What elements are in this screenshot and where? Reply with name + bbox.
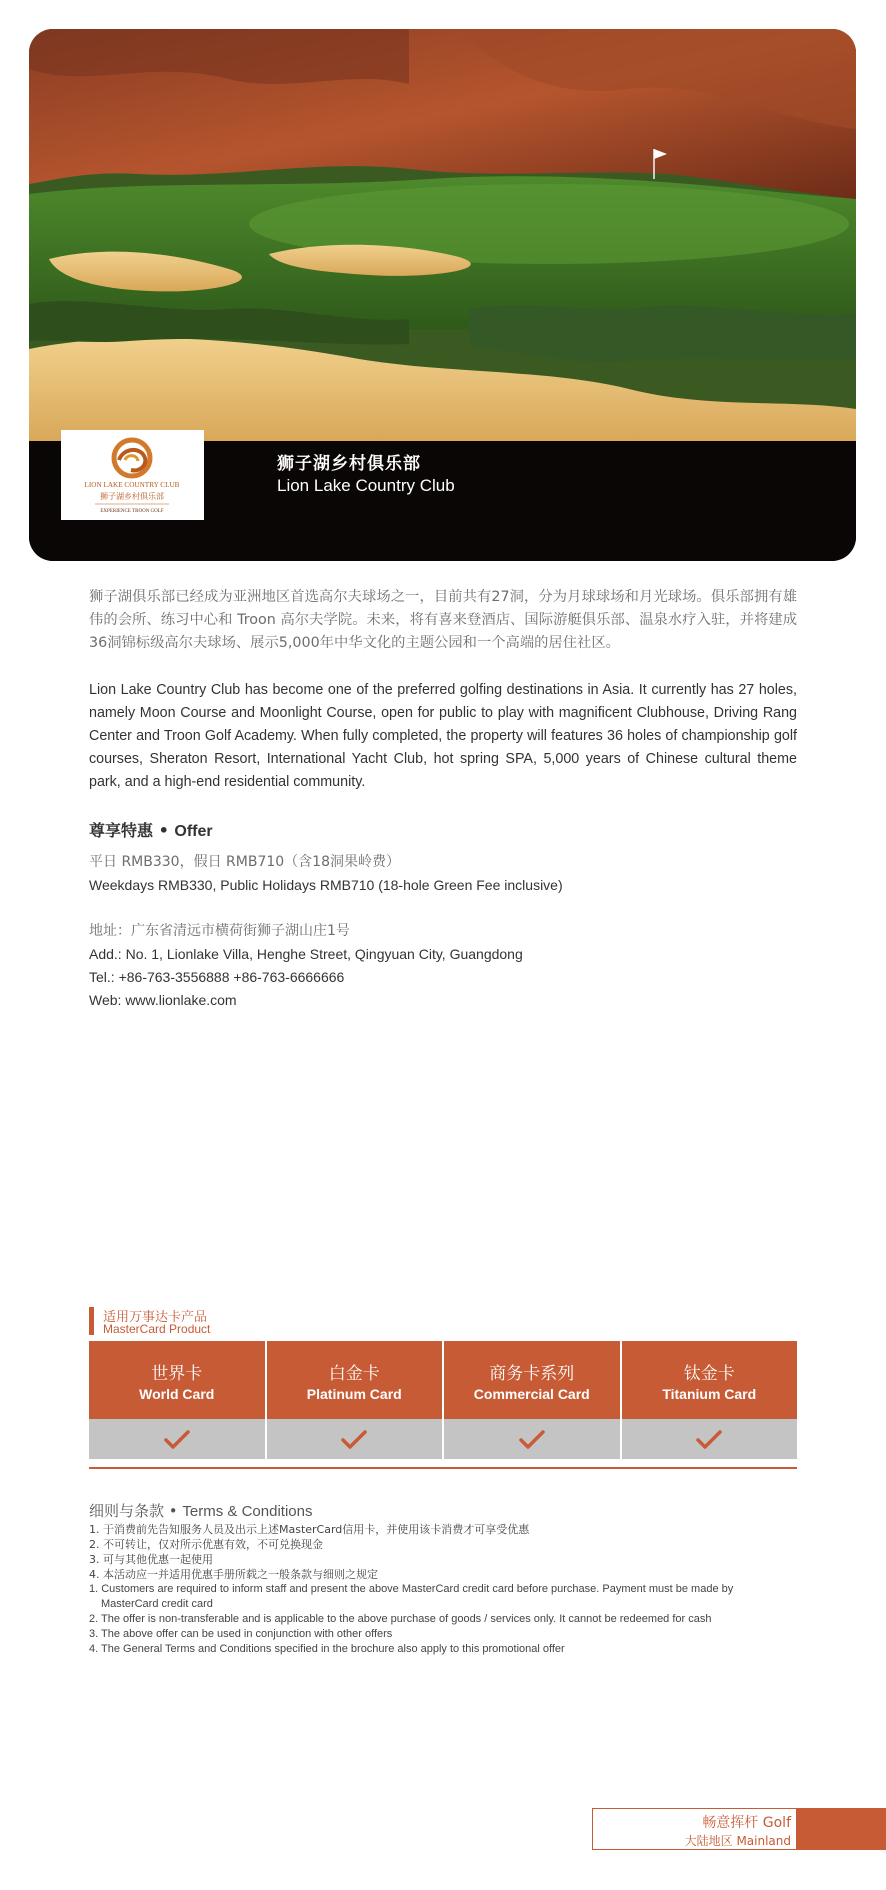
offer-heading xyxy=(89,818,213,841)
terms-list-cn xyxy=(89,1522,769,1582)
terms-item: 2. 不可转让，仅对所示优惠有效，不可兑换现金 xyxy=(89,1538,323,1551)
section-tab-region: 大陆地区 Mainland xyxy=(684,1834,791,1848)
terms-item: 4. 本活动应一并适用优惠手册所载之一般条款与细则之规定 xyxy=(89,1568,378,1581)
terms-item: 1. 于消费前先告知服务人员及出示上述MasterCard信用卡，并使用该卡消费才可享受优惠 xyxy=(89,1523,530,1536)
card-column-titanium xyxy=(622,1341,798,1459)
card-header xyxy=(622,1341,798,1419)
club-title-cn: 狮子湖乡村俱乐部 xyxy=(277,454,421,474)
terms-heading xyxy=(89,1500,312,1521)
card-column-world xyxy=(89,1341,267,1459)
card-product-table xyxy=(89,1341,797,1459)
svg-text:LION LAKE COUNTRY CLUB: LION LAKE COUNTRY CLUB xyxy=(84,481,180,489)
products-heading-en: MasterCard Product xyxy=(103,1322,211,1336)
card-header xyxy=(89,1341,265,1419)
offer-heading-en: Offer xyxy=(174,823,213,840)
terms-item: 4. The General Terms and Conditions specified in the brochure also apply to this promotional offer xyxy=(89,1643,565,1655)
card-name-cn: 商务卡系列 xyxy=(489,1364,575,1384)
club-title-en: Lion Lake Country Club xyxy=(277,476,455,495)
terms-item: 1. Customers are required to inform staff and present the above MasterCard credit card before purchase. Payment must be made by MasterCard credit card xyxy=(89,1583,734,1610)
address-en: Add.: No. 1, Lionlake Villa, Henghe Street, Qingyuan City, Guangdong xyxy=(89,946,523,962)
card-header xyxy=(444,1341,620,1419)
offer-price-en: Weekdays RMB330, Public Holidays RMB710 (18-hole Green Fee inclusive) xyxy=(89,877,563,893)
card-name-en: Commercial Card xyxy=(473,1386,590,1402)
terms-list-en xyxy=(89,1582,769,1657)
card-eligibility-cell xyxy=(622,1419,798,1459)
card-eligibility-cell xyxy=(444,1419,620,1459)
website-link[interactable]: Web: www.lionlake.com xyxy=(89,992,237,1008)
svg-text:狮子湖乡村俱乐部: 狮子湖乡村俱乐部 xyxy=(100,492,164,501)
card-eligibility-cell xyxy=(267,1419,443,1459)
svg-text:EXPERIENCE TROON GOLF: EXPERIENCE TROON GOLF xyxy=(100,509,164,514)
products-heading-cn: 适用万事达卡产品 xyxy=(103,1310,208,1325)
card-column-platinum xyxy=(267,1341,445,1459)
card-name-cn: 白金卡 xyxy=(328,1364,380,1384)
card-eligibility-cell xyxy=(89,1419,265,1459)
divider xyxy=(89,1467,797,1469)
lion-lake-logo-icon xyxy=(61,430,204,520)
offer-heading-cn: 尊享特惠 xyxy=(89,821,154,840)
terms-item: 2. The offer is non-transferable and is applicable to the above purchase of goods / services only. It cannot be redeemed for cash xyxy=(89,1613,712,1625)
description-en: Lion Lake Country Club has become one of the preferred golfing destinations in Asia. It currently has 27 holes, namely Moon Course and Moonlight Course, open for public to play with magnificent Clubhouse, Driving Rang Center and Troon Golf Academy. When fully completed, the property will features 36 holes of championship golf courses, Sheraton Resort, International Yacht Club, hot spring SPA, 5,000 years of Chinese cultural theme park, and a high-end residential community. xyxy=(89,682,797,790)
telephone: Tel.: +86-763-3556888 +86-763-6666666 xyxy=(89,969,345,985)
card-name-en: Platinum Card xyxy=(306,1386,402,1402)
card-column-commercial xyxy=(444,1341,622,1459)
section-tab-title: 畅意挥杆 Golf xyxy=(702,1815,791,1831)
card-name-en: World Card xyxy=(139,1386,215,1402)
checkmark-icon xyxy=(164,1429,190,1449)
terms-heading-en: Terms & Conditions xyxy=(182,1503,313,1520)
club-logo xyxy=(61,430,204,520)
terms-heading-cn: 细则与条款 xyxy=(89,1502,165,1520)
offer-heading-sep: • xyxy=(153,821,175,840)
card-name-en: Titanium Card xyxy=(662,1386,757,1402)
card-name-cn: 世界卡 xyxy=(151,1364,203,1384)
section-marker xyxy=(89,1307,94,1335)
card-header xyxy=(267,1341,443,1419)
description-cn: 狮子湖俱乐部已经成为亚洲地区首选高尔夫球场之一，目前共有27洞，分为月球球场和月光球场。俱乐部拥有雄伟的会所、练习中心和 Troon 高尔夫学院。未来，将有喜来登酒店、国际游艇俱乐部、温泉水疗入驻，并将建成36洞锦标级高尔夫球场、展示5,000年中华文化的主题公园和一个高端的居住社区。 xyxy=(89,589,797,651)
section-tab-accent xyxy=(797,1808,886,1850)
checkmark-icon xyxy=(696,1429,722,1449)
checkmark-icon xyxy=(341,1429,367,1449)
terms-item: 3. The above offer can be used in conjunction with other offers xyxy=(89,1628,393,1640)
terms-item: 3. 可与其他优惠一起使用 xyxy=(89,1553,213,1566)
card-name-cn: 钛金卡 xyxy=(683,1364,735,1384)
offer-price-cn: 平日 RMB330，假日 RMB710（含18洞果岭费） xyxy=(89,854,400,870)
golf-course-photo xyxy=(29,29,856,441)
checkmark-icon xyxy=(519,1429,545,1449)
address-cn: 地址：广东省清远市横荷街狮子湖山庄1号 xyxy=(89,923,350,939)
terms-heading-sep: • xyxy=(164,1502,183,1520)
